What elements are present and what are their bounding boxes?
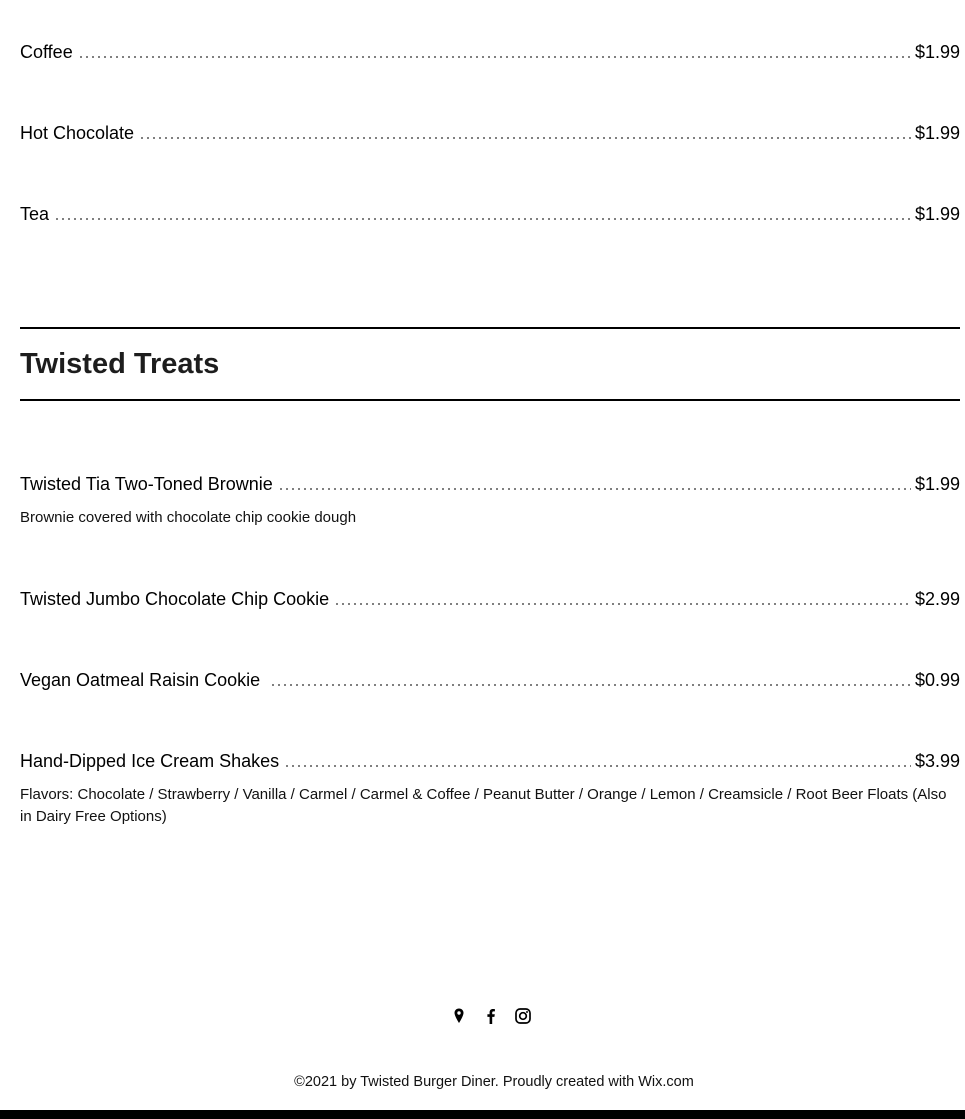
- menu-item-tea: [20, 202, 960, 226]
- dotted-leader: [278, 488, 911, 490]
- menu-item-jumbo-cookie: [20, 587, 960, 611]
- menu-item-shakes: [20, 749, 960, 828]
- item-name: Tea: [20, 204, 50, 224]
- section-title: Twisted Treats: [20, 348, 220, 380]
- dotted-leader: [54, 218, 911, 220]
- item-price: $1.99: [914, 123, 960, 143]
- facebook-icon[interactable]: [481, 1006, 501, 1026]
- menu-item-coffee: [20, 40, 960, 64]
- item-price: $1.99: [914, 474, 960, 494]
- item-name: Vegan Oatmeal Raisin Cookie: [20, 670, 266, 690]
- item-price: $3.99: [914, 751, 960, 771]
- bottom-bar: [0, 1110, 965, 1119]
- menu-item-hot-chocolate: [20, 121, 960, 145]
- item-price: $1.99: [914, 204, 960, 224]
- item-description: Flavors: Chocolate / Strawberry / Vanilla / Carmel / Carmel & Coffee / Peanut Butter / Orange / Lemon / Creamsicle / Root Beer Floats (Also in Dairy Free Options): [20, 786, 947, 825]
- item-name: Twisted Tia Two-Toned Brownie: [20, 474, 273, 494]
- copyright-text: ©2021 by Twisted Burger Diner. Proudly created with Wix.com: [294, 1074, 694, 1090]
- item-price: $0.99: [914, 670, 960, 690]
- item-price: $2.99: [914, 589, 960, 609]
- item-name: Twisted Jumbo Chocolate Chip Cookie: [20, 589, 330, 609]
- item-name: Hot Chocolate: [20, 123, 135, 143]
- dotted-leader: [284, 765, 911, 767]
- dotted-leader: [334, 603, 911, 605]
- section-bottom-divider: [20, 399, 960, 401]
- item-name: Coffee: [20, 42, 73, 62]
- social-bar: [449, 1006, 533, 1026]
- section-top-divider: [20, 327, 960, 329]
- item-price: $1.99: [914, 42, 960, 62]
- dotted-leader: [270, 684, 911, 686]
- item-name: Hand-Dipped Ice Cream Shakes: [20, 751, 280, 771]
- dotted-leader: [78, 56, 911, 58]
- map-pin-icon[interactable]: [449, 1006, 469, 1026]
- menu-item-brownie: [20, 472, 960, 529]
- item-description: Brownie covered with chocolate chip cookie dough: [20, 509, 357, 526]
- instagram-icon[interactable]: [513, 1006, 533, 1026]
- dotted-leader: [139, 137, 911, 139]
- menu-item-vegan-cookie: [20, 668, 960, 692]
